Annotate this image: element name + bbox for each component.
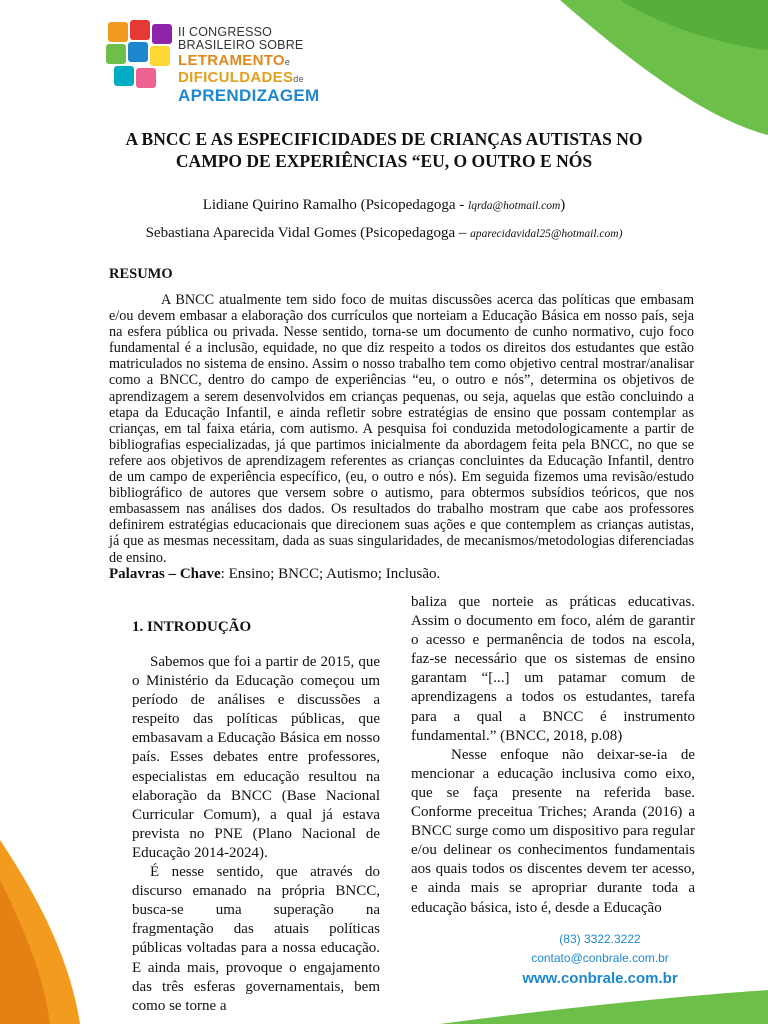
conbrale-puzzle-logo bbox=[106, 18, 174, 92]
author-1-email: lqrda@hotmail.com bbox=[468, 200, 561, 212]
footer-phone: (83) 3322.3222 bbox=[559, 932, 641, 946]
abstract-text: A BNCC atualmente tem sido foco de muitas discussões acerca das políticas que embasam e/ou devem embasar a elaboração dos currículos que norteiam a Educação Básica em nosso país, seja na esfera pública ou privada. Nesse sentido, torna-se um documento de cunho normativo, cujo foco fundamental é a inclusão, equidade, no que diz respeito a todos os direitos dos estudantes que estão matriculados no sistema de ensino. Assim o nosso trabalho tem como objetivo central mostrar/analisar como a BNCC, dentro do campo de experiências “eu, o outro e nós”, determina os objetivos de aprendizagem a serem desenvolvidos em crianças pequenas, ou seja, aquelas que estão concluindo a etapa da Educação Infantil, e ainda refletir sobre estratégias de ensino que possam contemplar as crianças, em tal faixa etária, com autismo. A pesquisa foi conduzida metodologicamente a partir de bibliografias especializadas, já que partimos inicialmente da abordagem feita pela BNCC, no que se refere aos objetivos de aprendizagem referentes as crianças concluintes da Educação Infantil, dentro de um campo de experiência específico, (eu, o outro e nós). Em seguida fizemos uma revisão/estudo bibliográfico de autores que versem sobre o autismo, para obtermos subsídios teóricos, que nos embasassem nas análises dos dados. Os resultados do trabalho mostram que cabe aos professores definirem estratégias educacionais que direcionem suas ações e que contemplem as crianças autistas, já que as mesmas necessitam, dada as suas singularidades, de mecanismos/metodologias diferenciadas de ensino. bbox=[109, 292, 694, 566]
top-right-green-swoosh bbox=[560, 0, 768, 140]
congress-logo-text bbox=[178, 26, 320, 105]
paper-title bbox=[60, 128, 708, 172]
bottom-right-green-swoosh bbox=[440, 990, 768, 1024]
keywords-label: Palavras – Chave bbox=[109, 566, 221, 582]
keywords-list: : Ensino; BNCC; Autismo; Inclusão. bbox=[220, 566, 441, 582]
keywords bbox=[109, 566, 440, 583]
abstract-heading: RESUMO bbox=[109, 266, 173, 282]
section-heading-introduction: 1. INTRODUÇÃO bbox=[132, 619, 252, 635]
intro-paragraph-4: Nesse enfoque não deixar-se-ia de mencionar a educação inclusiva como eixo, que se faça presente na referida base. Conforme preceitua Triches; Aranda (2016) a BNCC surge como um dispositivo para regular e/ou delinear os conhecimentos fundamentais aos quais todos os discentes devem ter acesso, e ainda mais se apropriar durante toda a educação básica, isto é, desde a Educação bbox=[411, 746, 695, 916]
logo-line-3: LETRAMENTOe bbox=[178, 52, 291, 69]
author-2-email: aparecidavidal25@hotmail.com) bbox=[470, 228, 623, 240]
intro-paragraph-3: baliza que norteie as práticas educativas. Assim o documento em foco, além de garantir o acesso e permanência de todos na escola, faz-se necessário que os sistemas de ensino garantam “[...] um patamar comum de aprendizagens a todos os estudantes, tarefa para a qual a BNCC é instrumento fundamental.” (BNCC, 2018, p.08) bbox=[411, 594, 695, 744]
left-column bbox=[132, 653, 380, 1016]
footer-email[interactable]: contato@conbrale.com.br bbox=[531, 951, 669, 965]
logo-line-4: DIFICULDADESde bbox=[178, 69, 304, 86]
right-column bbox=[411, 593, 695, 918]
bottom-left-orange-swoosh bbox=[0, 840, 80, 1024]
intro-paragraph-1: Sabemos que foi a partir de 2015, que o Ministério da Educação começou um período de análises e discussões a respeito das políticas públicas, que embasavam a Educação Básica em nosso país. Esses debates entre professores, especialistas em educação resultou na elaboração da BNCC (Base Nacional Curricular Comum), a qual já estava prevista no PNE (Plano Nacional de Educação 2014-2024). bbox=[132, 654, 380, 861]
logo-line-1: II CONGRESSO bbox=[178, 25, 273, 39]
title-line-2: CAMPO DE EXPERIÊNCIAS “EU, O OUTRO E NÓS bbox=[175, 151, 593, 171]
logo-line-5: APRENDIZAGEM bbox=[178, 86, 320, 105]
title-line-1: A BNCC E AS ESPECIFICIDADES DE CRIANÇAS AUTISTAS NO bbox=[125, 129, 643, 149]
logo-line-2: BRASILEIRO SOBRE bbox=[178, 38, 304, 52]
author-2: Sebastiana Aparecida Vidal Gomes (Psicopedagoga – aparecidavidal25@hotmail.com) bbox=[145, 225, 623, 241]
author-1: Lidiane Quirino Ramalho (Psicopedagoga - lqrda@hotmail.com) bbox=[202, 197, 566, 213]
intro-paragraph-2: É nesse sentido, que através do discurso emanado na própria BNCC, busca-se uma superação na fragmentação das atuais políticas públicas voltadas para a nossa educação. E ainda mais, provoque o engajamento das três esferas governamentais, bem como se torne a bbox=[132, 864, 380, 1014]
footer-website[interactable]: www.conbrale.com.br bbox=[522, 970, 678, 987]
